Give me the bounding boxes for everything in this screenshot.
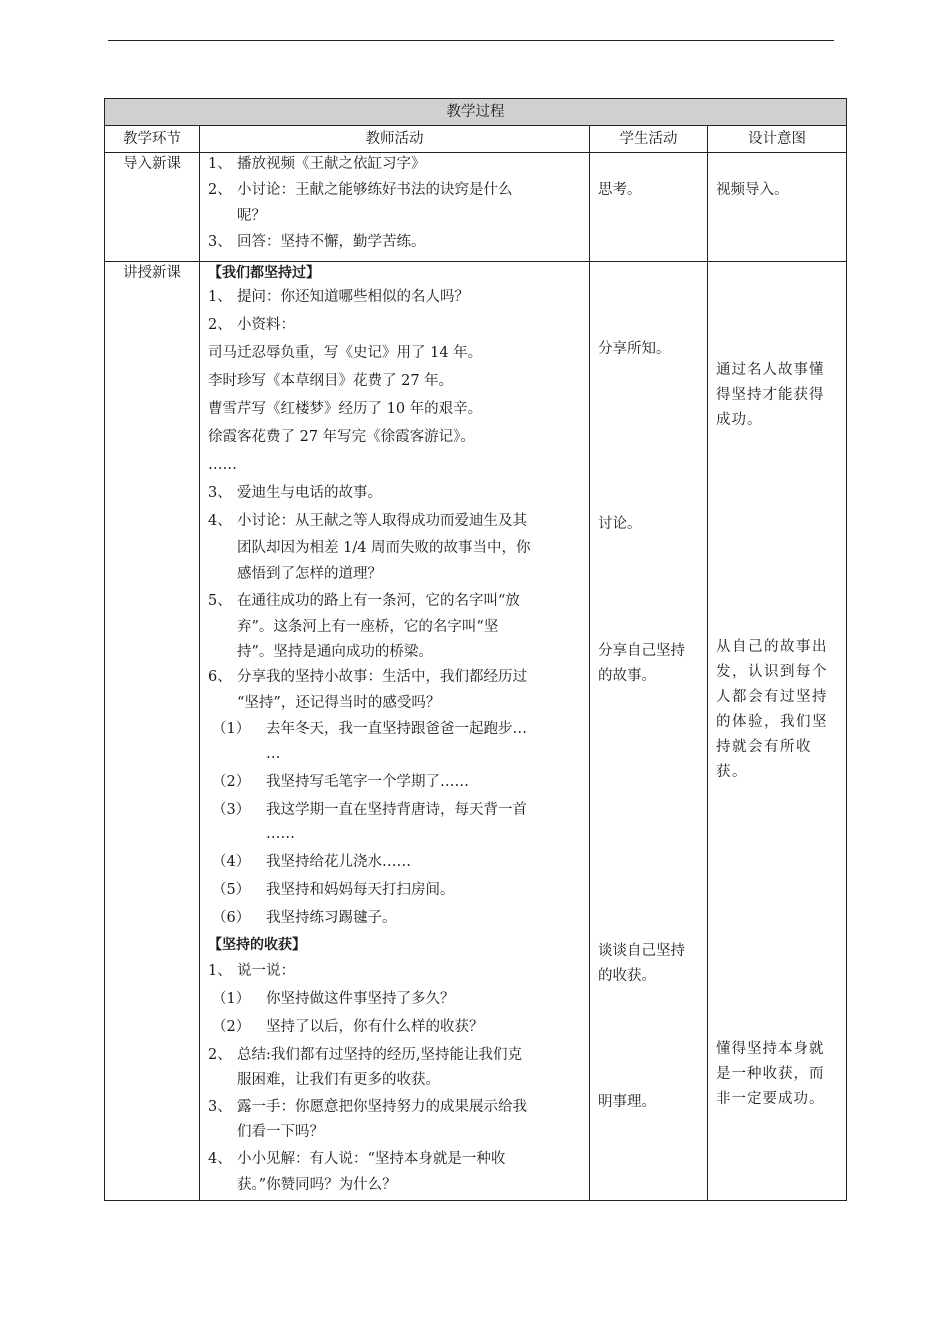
design-intent-text: 从自己的故事出发，认识到每个人都会有过坚持的体验，我们坚持就会有所收获。 bbox=[716, 639, 828, 780]
student-activity-text: 的收获。 bbox=[598, 968, 656, 984]
table-title-row bbox=[105, 99, 847, 126]
student-activity-text: 思考。 bbox=[598, 182, 642, 198]
header-rule bbox=[108, 40, 834, 41]
teaching-student-cell bbox=[590, 262, 708, 1201]
table-title: 教学过程 bbox=[105, 99, 847, 126]
stage-intro bbox=[105, 153, 200, 262]
header-stage: 教学环节 bbox=[105, 126, 200, 153]
student-activity-text: 的故事。 bbox=[598, 668, 656, 684]
section-heading: 【我们都坚持过】 bbox=[208, 265, 320, 281]
intro-intent-cell bbox=[708, 153, 847, 262]
student-activity-text: 谈谈自己坚持 bbox=[598, 943, 685, 959]
intro-student-cell bbox=[590, 153, 708, 262]
stage-intro-label: 导入新课 bbox=[123, 156, 181, 172]
section-heading: 【坚持的收获】 bbox=[208, 937, 306, 953]
fact-line: 司马迁忍辱负重，写《史记》用了 14 年。 bbox=[208, 345, 483, 361]
header-student-activity: 学生活动 bbox=[590, 126, 708, 153]
lesson-process-table bbox=[104, 98, 847, 1201]
stage-teaching bbox=[105, 262, 200, 1201]
intro-row bbox=[105, 153, 847, 262]
table-header-row bbox=[105, 126, 847, 153]
design-intent-text: 通过名人故事懂得坚持才能获得成功。 bbox=[716, 362, 825, 428]
teaching-intent-cell bbox=[708, 262, 847, 1201]
design-intent-text: 懂得坚持本身就是一种收获，而非一定要成功。 bbox=[716, 1041, 825, 1107]
fact-line: 徐霞客花费了 27 年写完《徐霞客游记》。 bbox=[208, 429, 475, 445]
stage-teaching-label: 讲授新课 bbox=[123, 265, 181, 281]
student-activity-text: 明事理。 bbox=[598, 1094, 656, 1110]
header-design-intent: 设计意图 bbox=[708, 126, 847, 153]
fact-line: 李时珍写《本草纲目》花费了 27 年。 bbox=[208, 373, 454, 389]
student-activity-text: 讨论。 bbox=[598, 516, 642, 532]
header-teacher-activity: 教师活动 bbox=[200, 126, 590, 153]
intro-teacher-cell: 1、 播放视频《王献之依缸习字》 2、 小讨论：王献之能够练好书法的诀窍是什么 呢？ 3、 回答：坚持不懈，勤学苦练。 bbox=[200, 153, 590, 262]
student-activity-text: 分享自己坚持 bbox=[598, 643, 685, 659]
teaching-row bbox=[105, 262, 847, 1201]
fact-line: 曹雪芹写《红楼梦》经历了 10 年的艰辛。 bbox=[208, 401, 483, 417]
teaching-teacher-cell: 【我们都坚持过】 1、 提问：你还知道哪些相似的名人吗？ 2、 小资料： 司马迁忍辱负重，写《史记》用了 14 年。 李时珍写《本草纲目》花费了 27 年。 曹雪芹写《红楼梦》经历了 10 年的艰辛。 徐霞客花费了 27 年写完《徐霞客游记》。 …… 3、 爱迪生与电话的故事。 4、 小讨论：从王献之等人取得成功而爱迪生及其 团队却因为相差 1/4 周而失败的故事当中，你 感悟到了怎样的道理？ 5、 在通往成功的路上有一条河，它的名字叫“放 弃”。这条河上有一座桥，它的名字叫“坚 持”。坚持是通向成功的桥梁。 6、 分享我的坚持小故事：生活中，我们都经历过 “坚持”，还记得当时的感受吗？ （1） 去年冬天，我一直坚持跟爸爸一起跑步… … （2） 我坚持写毛笔字一个学期了…… （3） 我这学期一直在坚持背唐诗，每天背一首 …… （4） 我坚持给花儿浇水…… （5） 我坚持和妈妈每天打扫房间。 （6） 我坚持练习踢毽子。 【坚持的收获】 1、 说一说： （1） 你坚持做这件事坚持了多久？ （2） 坚持了以后，你有什么样的收获？ 2、 总结:我们都有过坚持的经历,坚持能让我们克 服困难，让我们有更多的收获。 3、 露一手：你愿意把你坚持努力的成果展示给我 们看一下吗？ 4、 小小见解：有人说：“坚持本身就是一种收 获。”你赞同吗？为什么？ bbox=[200, 262, 590, 1201]
student-activity-text: 分享所知。 bbox=[598, 341, 671, 357]
design-intent-text: 视频导入。 bbox=[716, 182, 789, 198]
fact-line: …… bbox=[208, 457, 237, 473]
